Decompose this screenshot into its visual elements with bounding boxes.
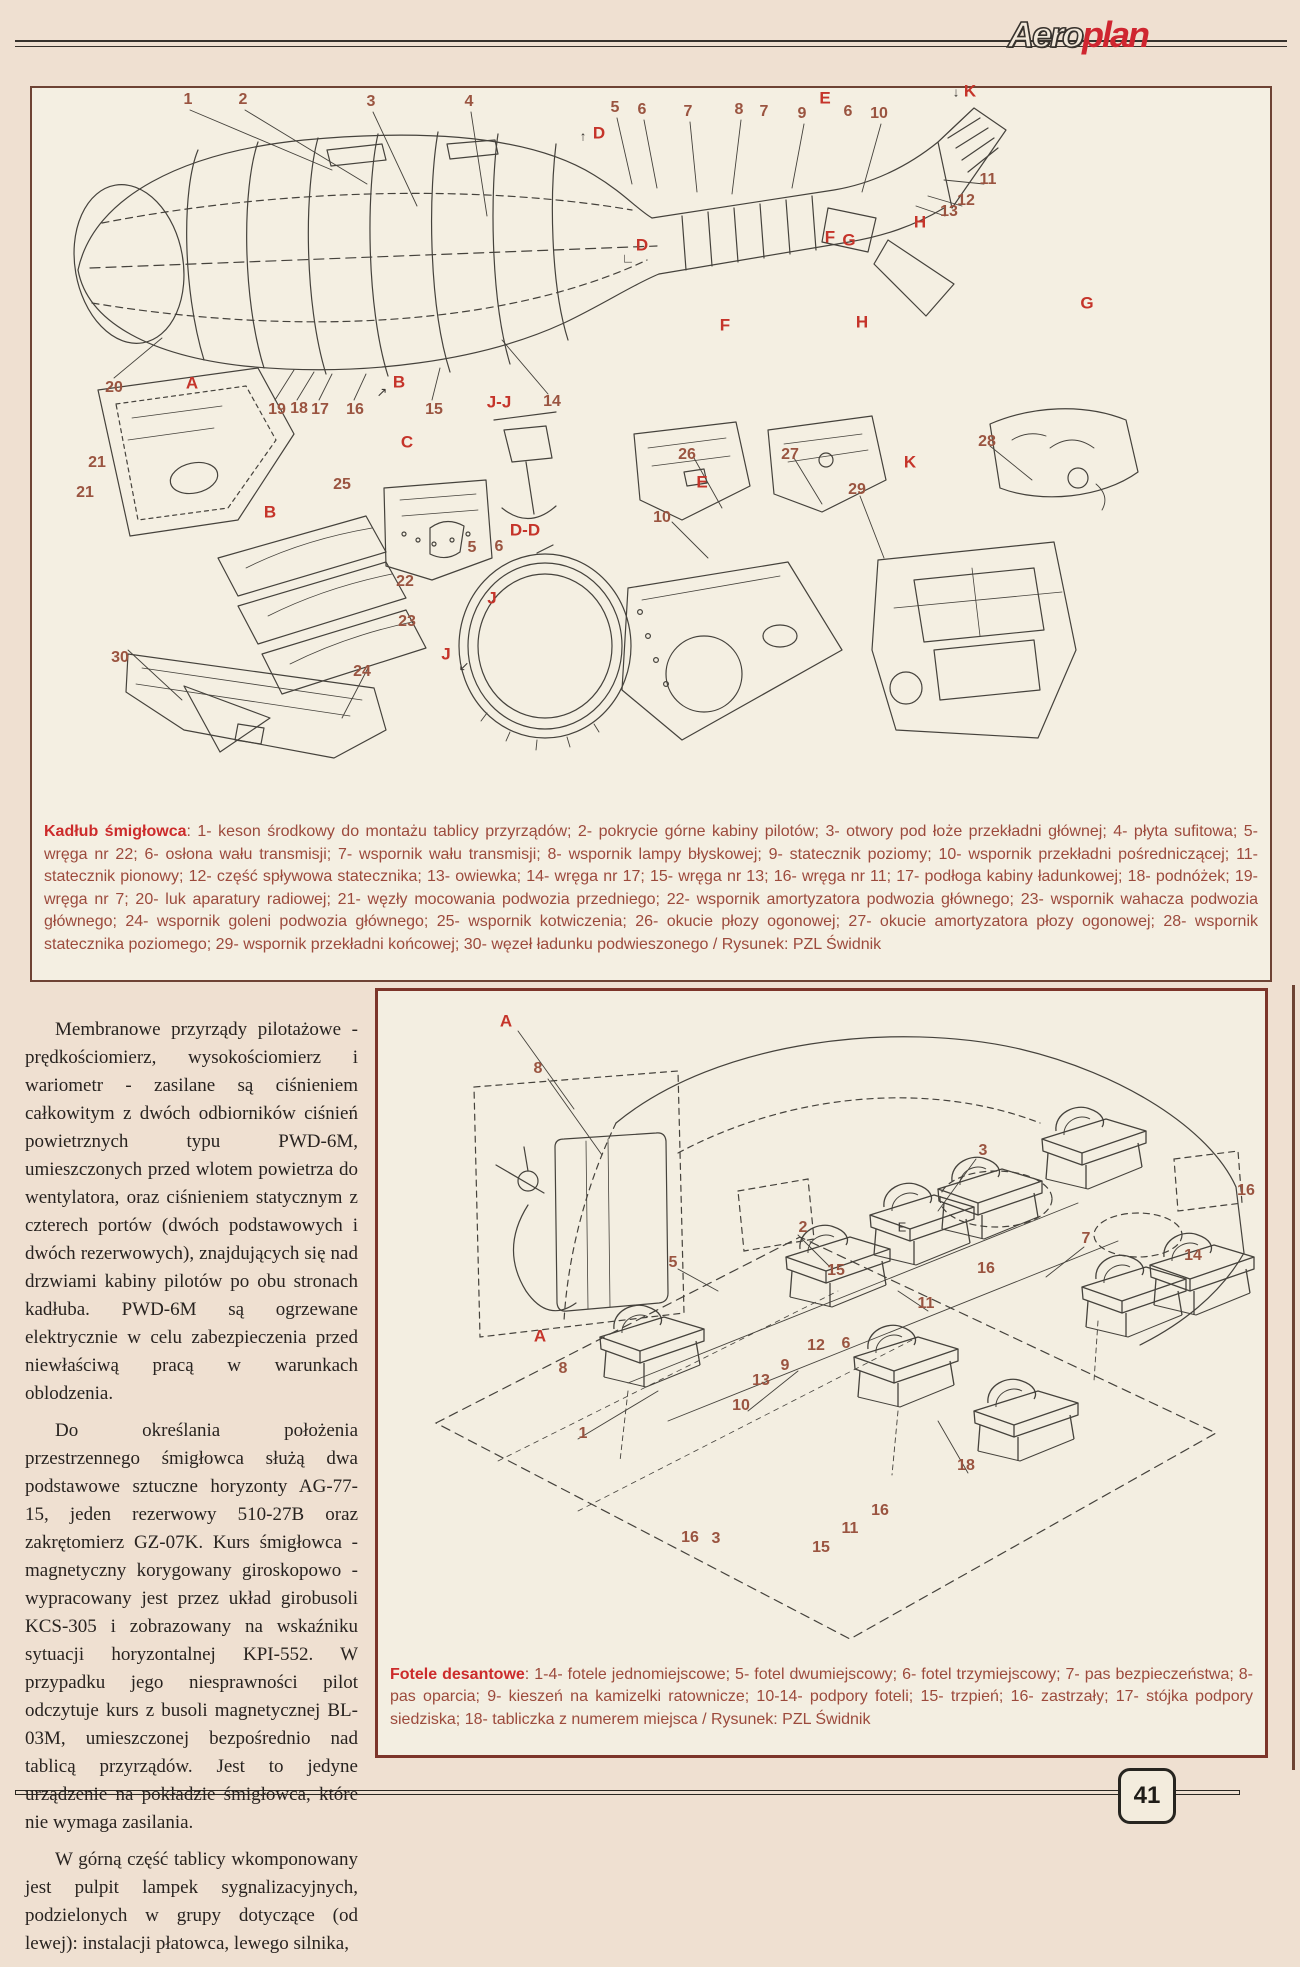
callout-label: 16 xyxy=(681,1529,699,1546)
callout-label: F xyxy=(719,315,731,335)
callout-label: 4 xyxy=(464,93,474,110)
callout-label: 10 xyxy=(732,1397,750,1414)
callout-label: 3 xyxy=(366,93,376,110)
magazine-logo xyxy=(1008,14,1208,66)
callout-label: 14 xyxy=(1184,1247,1202,1264)
callout-label: 15 xyxy=(812,1539,830,1556)
callout-label: ∟ xyxy=(621,250,635,266)
callout-label: D xyxy=(635,235,649,255)
callout-label: H xyxy=(913,212,927,232)
callout-label: 1 xyxy=(578,1425,588,1442)
callout-label: A xyxy=(533,1326,547,1346)
callout-label: 29 xyxy=(848,481,866,498)
callout-label: 8 xyxy=(533,1060,543,1077)
troop-seats-drawing xyxy=(378,991,1265,1663)
page-edge-shadow xyxy=(1292,985,1295,1770)
callout-label: 7 xyxy=(683,103,693,120)
callout-label: J xyxy=(441,644,451,664)
callout-label: B xyxy=(392,372,406,392)
callout-label: 16 xyxy=(871,1502,889,1519)
callout-label: 14 xyxy=(543,393,561,410)
article-column xyxy=(25,1016,358,1967)
fuselage-structure-drawing xyxy=(32,84,1270,840)
callout-label: 1 xyxy=(183,91,193,108)
bottom-rule xyxy=(15,1790,1240,1795)
callout-label: G xyxy=(1080,293,1094,313)
callout-label: ↗ xyxy=(376,384,388,400)
callout-label: D-D xyxy=(509,520,541,540)
callout-label: 25 xyxy=(333,476,351,493)
paragraph: Do określania położenia przestrzennego śmigłowca służą dwa podstawowe sztuczne horyzonty AG-77-15, jeden rezerwowy 510-27B oraz zakrętomierz GZ-07K. Kurs śmigłowca - magnetyczny korygowany giroskopowo - wypracowany jest przez układ girobusoli KCS-305 i zobrazowany na wskaźniku sytuacji horyzontalnej KPI-552. W przypadku jego niesprawności pilot odczytuje kurs z busoli magnetycznej BL-03M, umieszczonej bezpośrednio nad tablicą przyrządów. Jest to jedyne urządzenie na pokładzie śmigłowca, które nie wymaga zasilania. xyxy=(25,1420,358,1833)
callout-label: 5 xyxy=(467,539,477,556)
callout-label: F xyxy=(824,227,836,247)
callout-label: 7 xyxy=(1081,1230,1091,1247)
figure2-caption-body: : 1-4- fotele jednomiejscowe; 5- fotel dwumiejscowy; 6- fotel trzymiejscowy; 7- pas bezpieczeństwa; 8- pas oparcia; 9- kieszeń na kamizelki ratownicze; 10-14- podpory foteli; 15- trzpień; 16- zastrzały; 17- stójka podpory siedziska; 18- tabliczka z numerem miejsca / Rysunek: PZL Świdnik xyxy=(390,1665,1253,1728)
callout-label: K xyxy=(963,81,977,101)
paragraph: W górną część tablicy wkomponowany jest pulpit lampek sygnalizacyjnych, podzielonych w grupy dotyczące (od lewej): instalacji płatowca, lewego silnika, xyxy=(25,1849,358,1954)
callout-label: 8 xyxy=(558,1360,568,1377)
callout-label: 11 xyxy=(917,1295,935,1312)
callout-label: ↑ xyxy=(579,128,587,144)
callout-label: 10 xyxy=(870,105,888,122)
callout-label: 2 xyxy=(238,91,248,108)
callout-label: 5 xyxy=(610,99,620,116)
figure-seats-panel xyxy=(375,988,1268,1758)
callout-label: 18 xyxy=(957,1457,975,1474)
logo-text-aero: Aero xyxy=(1008,14,1083,55)
callout-label: A xyxy=(499,1011,513,1031)
callout-label: 20 xyxy=(105,379,123,396)
callout-label: 30 xyxy=(111,649,129,666)
callout-label: D xyxy=(592,123,606,143)
callout-label: 13 xyxy=(752,1372,770,1389)
figure2-caption xyxy=(390,1664,1253,1732)
callout-label: 16 xyxy=(977,1260,995,1277)
callout-label: E xyxy=(696,472,708,492)
callout-label: ↓ xyxy=(952,84,960,100)
callout-label: 6 xyxy=(637,101,647,118)
callout-label: 9 xyxy=(780,1357,790,1374)
callout-label: C xyxy=(400,432,414,452)
callout-label: E xyxy=(897,1219,907,1235)
figure1-drawing xyxy=(32,81,1270,840)
callout-label: 21 xyxy=(88,454,106,471)
callout-label: 23 xyxy=(398,613,416,630)
callout-label: 10 xyxy=(653,509,671,526)
callout-label: 24 xyxy=(353,663,371,680)
logo-text-plan: plan xyxy=(1082,14,1149,55)
callout-label: 28 xyxy=(978,433,996,450)
callout-label: 3 xyxy=(711,1530,721,1547)
callout-label: 12 xyxy=(807,1337,825,1354)
callout-label: 8 xyxy=(734,101,744,118)
callout-label: 7 xyxy=(759,103,769,120)
callout-label: 11 xyxy=(841,1520,859,1537)
figure1-caption xyxy=(44,821,1258,956)
callout-label: 15 xyxy=(425,401,443,418)
callout-label: 19 xyxy=(268,401,286,418)
callout-label: 5 xyxy=(668,1254,678,1271)
callout-label: B xyxy=(263,502,277,522)
callout-label: H xyxy=(855,312,869,332)
paragraph: Membranowe przyrządy pilotażowe - prędkościomierz, wysokościomierz i wariometr - zasilane są ciśnieniem całkowitym z dwóch odbiorników ciśnień powietrznych typu PWD-6M, umieszczonych przed wlotem powietrza do wentylatora, oraz ciśnieniem statycznym z czterech portów (dwóch podstawowych i dwóch rezerwowych), znajdujących się nad drzwiami kabiny pilotów po obu stronach kadłuba. PWD-6M są ogrzewane elektrycznie w celu zabezpieczenia przed niewłaściwą pracą w warunkach oblodzenia. xyxy=(25,1019,358,1404)
page-number: 41 xyxy=(1133,1782,1161,1809)
callout-label: 17 xyxy=(311,401,329,418)
page-number-badge xyxy=(1118,1768,1176,1824)
callout-label: 3 xyxy=(978,1142,988,1159)
callout-label: J xyxy=(487,588,497,608)
callout-label: 15 xyxy=(827,1262,845,1279)
callout-label: 16 xyxy=(1237,1182,1255,1199)
callout-label: 6 xyxy=(494,538,504,555)
callout-label: 22 xyxy=(396,573,414,590)
callout-label: 9 xyxy=(797,105,807,122)
callout-label: A xyxy=(185,373,199,393)
callout-label: 6 xyxy=(841,1335,851,1352)
callout-label: J-J xyxy=(486,392,512,412)
callout-label: 12 xyxy=(957,192,975,209)
callout-label: 11 xyxy=(979,171,997,188)
callout-label: 21 xyxy=(76,484,94,501)
callout-label: E xyxy=(819,88,831,108)
figure2-caption-title: Fotele desantowe xyxy=(390,1665,525,1683)
figure1-caption-title: Kadłub śmigłowca xyxy=(44,823,187,840)
callout-label: 26 xyxy=(678,446,696,463)
figure2-drawing xyxy=(378,991,1265,1663)
callout-label: 16 xyxy=(346,401,364,418)
callout-label: ↙ xyxy=(458,658,470,674)
callout-label: G xyxy=(842,230,856,250)
callout-label: 18 xyxy=(290,400,308,417)
callout-label: 6 xyxy=(843,103,853,120)
figure-fuselage-panel xyxy=(30,81,1272,982)
figure1-caption-body: : 1- keson środkowy do montażu tablicy przyrządów; 2- pokrycie górne kabiny pilotów; 3- otwory pod łoże przekładni głównej; 4- płyta sufitowa; 5- wręga nr 22; 6- osłona wału transmisji; 7- wspornik wału transmisji; 8- wspornik lampy błyskowej; 9- statecznik poziomy; 10- wspornik przekładni pośredniczącej; 11- statecznik pionowy; 12- część spływowa statecznika; 13- owiewka; 14- wręga nr 17; 15- wręga nr 13; 16- wręga nr 11; 17- podłoga kabiny ładunkowej; 18- podnóżek; 19- wręga nr 7; 20- luk aparatury radiowej; 21- węzły mocowania podwozia przedniego; 22- wspornik amortyzatora podwozia głównego; 23- wspornik wahacza podwozia głównego; 24- wspornik goleni podwozia głównego; 25- wspornik kotwiczenia; 26- okucie płozy ogonowej; 27- okucie amortyzatora płozy ogonowej; 28- wspornik statecznika poziomego; 29- wspornik przekładni końcowej; 30- węzeł ładunku podwieszonego / Rysunek: PZL Świdnik xyxy=(44,823,1259,953)
callout-label: K xyxy=(903,452,917,472)
callout-label: 27 xyxy=(781,446,799,463)
callout-label: 2 xyxy=(798,1219,808,1236)
callout-label: 13 xyxy=(940,203,958,220)
